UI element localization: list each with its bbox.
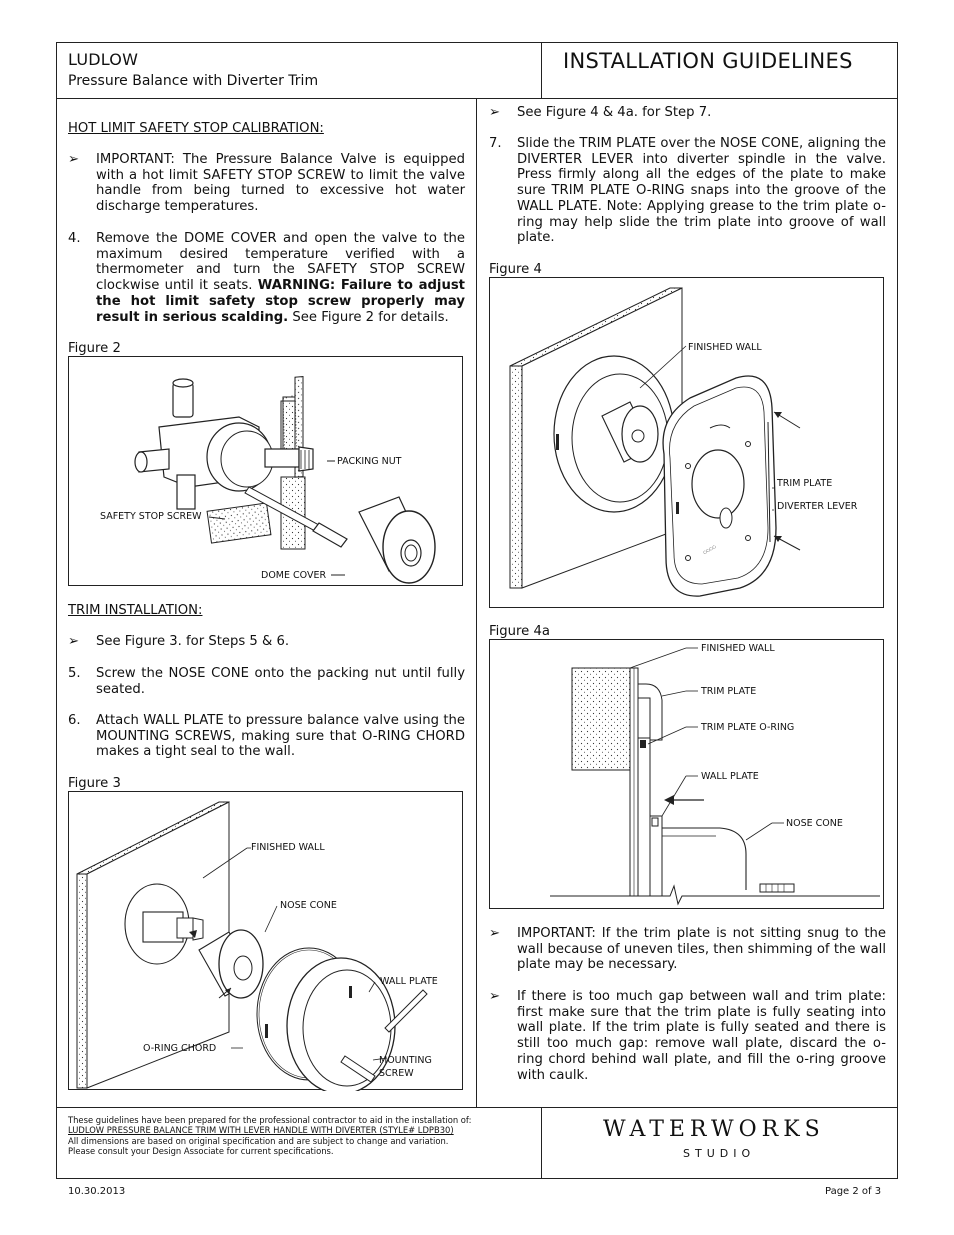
important-shimming-note bbox=[489, 926, 886, 973]
step-number: 6. bbox=[68, 713, 81, 728]
step-number: 4. bbox=[68, 231, 81, 246]
bullet-arrow-icon: ➢ bbox=[68, 152, 80, 167]
step-4 bbox=[68, 231, 465, 325]
figure-4a-label: Figure 4a bbox=[489, 624, 550, 639]
figure-4-label: Figure 4 bbox=[489, 262, 542, 277]
mounting-callout: MOUNTING bbox=[379, 1055, 432, 1066]
brand-subtitle: STUDIO bbox=[683, 1147, 756, 1160]
trim-plate-callout: TRIM PLATE bbox=[701, 686, 757, 697]
footer-notes bbox=[68, 1115, 538, 1157]
trim-installation-heading: TRIM INSTALLATION: bbox=[68, 603, 203, 618]
step-6 bbox=[68, 713, 465, 760]
figure-4a bbox=[489, 639, 884, 909]
footer-line-1: These guidelines have been prepared for the professional contractor to aid in the installation of: bbox=[68, 1115, 472, 1125]
safety-stop-screw-callout: SAFETY STOP SCREW bbox=[100, 511, 202, 522]
header-divider bbox=[541, 42, 542, 99]
step-7-text: Slide the TRIM PLATE over the NOSE CONE, aligning the DIVERTER LEVER into diverter spindle in the valve. Press firmly along all the edges of the plate to make sure TRIM PLATE O-RING snaps into the groove of the WALL PLATE. Note: Applying grease to the trim plate o-ring may help slide the trim plate into groove of wall plate. bbox=[517, 136, 886, 246]
bullet-arrow-icon: ➢ bbox=[489, 989, 501, 1004]
footer-line-4: Please consult your Design Associate for current specifications. bbox=[68, 1146, 334, 1157]
footer-line-3: All dimensions are based on original specification and are subject to change and variation. bbox=[68, 1135, 449, 1146]
step-6-text: Attach WALL PLATE to pressure balance valve using the MOUNTING SCREWS, making sure that O-RING CHORD makes a tight seal to the wall. bbox=[96, 713, 465, 760]
step-number: 7. bbox=[489, 136, 502, 151]
step-7 bbox=[489, 136, 886, 246]
packing-nut-callout: PACKING NUT bbox=[337, 456, 402, 467]
figure-4 bbox=[489, 277, 884, 608]
brand-logo: WATERWORKS bbox=[603, 1117, 825, 1142]
figure-2 bbox=[68, 356, 463, 586]
dome-cover-callout: DOME COVER bbox=[261, 570, 327, 581]
step-4-warning: WARNING: Failure to adjust the hot limit safety stop screw properly may result in serious scalding. bbox=[96, 278, 465, 325]
important-shimming-text: IMPORTANT: If the trim plate is not sitting snug to the wall because of uneven tiles, then shimming of the wall plate may be necessary. bbox=[517, 926, 886, 973]
step-5 bbox=[68, 666, 465, 697]
footer-line-2: LUDLOW PRESSURE BALANCE TRIM WITH LEVER HANDLE WITH DIVERTER (STYLE# LDPB30) bbox=[68, 1125, 454, 1136]
figure-4-drawing bbox=[490, 278, 885, 609]
wall-plate-callout: WALL PLATE bbox=[701, 771, 759, 782]
gap-note bbox=[489, 989, 886, 1083]
step-4-tail: See Figure 2 for details. bbox=[292, 309, 449, 325]
step-5-text: Screw the NOSE CONE onto the packing nut until fully seated. bbox=[96, 666, 465, 697]
figure-2-drawing bbox=[69, 357, 464, 587]
step-4-text bbox=[96, 231, 465, 325]
step-number: 5. bbox=[68, 666, 81, 681]
finished-wall-callout: FINISHED WALL bbox=[701, 643, 775, 654]
o-ring-chord-callout: O-RING CHORD bbox=[143, 1043, 217, 1054]
bullet-arrow-icon: ➢ bbox=[68, 634, 80, 649]
page-number: Page 2 of 3 bbox=[825, 1186, 882, 1197]
nose-cone-callout: NOSE CONE bbox=[786, 818, 843, 829]
product-subtitle: Pressure Balance with Diverter Trim bbox=[68, 73, 319, 89]
figure-3-drawing bbox=[69, 792, 464, 1091]
figure-2-label: Figure 2 bbox=[68, 341, 121, 356]
figure-3 bbox=[68, 791, 463, 1090]
screw-callout: SCREW bbox=[379, 1068, 414, 1079]
footer-divider bbox=[541, 1107, 542, 1179]
document-date: 10.30.2013 bbox=[68, 1186, 126, 1197]
wall-plate-callout: WALL PLATE bbox=[380, 976, 438, 987]
see-figure-4 bbox=[489, 105, 886, 121]
trim-plate-callout: TRIM PLATE bbox=[777, 478, 833, 489]
calibration-heading: HOT LIMIT SAFETY STOP CALIBRATION: bbox=[68, 121, 324, 136]
page-title: INSTALLATION GUIDELINES bbox=[563, 49, 853, 73]
finished-wall-callout: FINISHED WALL bbox=[688, 342, 762, 353]
finished-wall-callout: FINISHED WALL bbox=[251, 842, 325, 853]
step-4-main: Remove the DOME COVER and open the valve to the maximum desired temperature verified with a thermometer and turn the SAFETY STOP SCREW clockwise until it seats. bbox=[96, 231, 465, 294]
see-figure-3 bbox=[68, 634, 465, 650]
figure-3-label: Figure 3 bbox=[68, 776, 121, 791]
gap-text: If there is too much gap between wall and trim plate: first make sure that the trim plate is fully seating into wall plate. If the trim plate is fully seated and there is still too much gap: remove wall plate, discard the o-ring chord behind wall plate, and fill the o-ring groove with caulk. bbox=[517, 989, 886, 1083]
bullet-arrow-icon: ➢ bbox=[489, 926, 501, 941]
column-divider bbox=[476, 98, 477, 1108]
figure-4a-drawing bbox=[490, 640, 885, 910]
important-text: IMPORTANT: The Pressure Balance Valve is equipped with a hot limit SAFETY STOP SCREW to limit the valve handle from being turned to excessive hot water discharge temperatures. bbox=[96, 152, 465, 215]
trim-plate-o-ring-callout: TRIM PLATE O-RING bbox=[701, 722, 795, 733]
product-name: LUDLOW bbox=[68, 50, 139, 69]
nose-cone-callout: NOSE CONE bbox=[280, 900, 337, 911]
svg-text:○○○○: ○○○○ bbox=[702, 543, 717, 555]
see-figure-3-text: See Figure 3. for Steps 5 & 6. bbox=[96, 634, 290, 649]
bullet-arrow-icon: ➢ bbox=[489, 105, 501, 120]
see-figure-4-text: See Figure 4 & 4a. for Step 7. bbox=[517, 105, 712, 120]
important-note bbox=[68, 152, 465, 215]
diverter-lever-callout: DIVERTER LEVER bbox=[777, 501, 858, 512]
